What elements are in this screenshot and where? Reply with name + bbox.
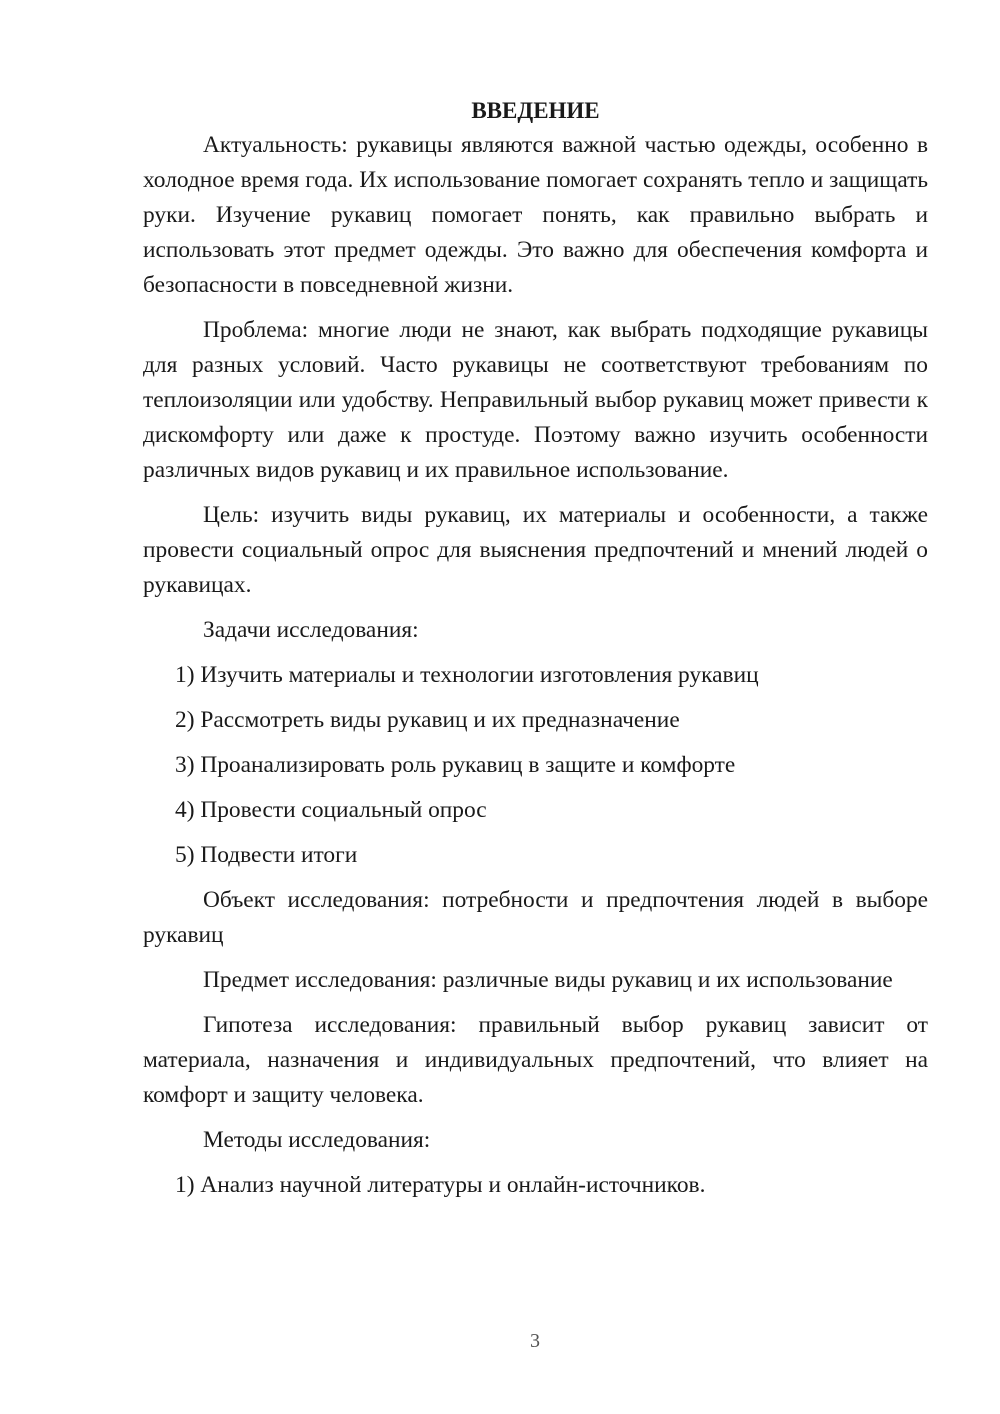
- paragraph-goal: Цель: изучить виды рукавиц, их материалы и особенности, а также провести социальный опрос для выяснения предпочтений и мнений людей о рукавицах.: [143, 502, 928, 598]
- paragraph-hypothesis: Гипотеза исследования: правильный выбор рукавиц зависит от материала, назначения и индивидуальных предпочтений, что влияет на комфорт и защиту человека.: [143, 1012, 928, 1108]
- tasks-heading: Задачи исследования:: [203, 617, 419, 643]
- list-item-method-1: 1) Анализ научной литературы и онлайн-источников.: [175, 1172, 706, 1198]
- paragraph-problem: Проблема: многие люди не знают, как выбрать подходящие рукавицы для разных условий. Часто рукавицы не соответствуют требованиям по теплоизоляции или удобству. Неправильный выбор рукавиц может привести к дискомфорту или даже к простуде. Поэтому важно изучить особенности различных видов рукавиц и их правильное использование.: [143, 317, 928, 483]
- page-number: 3: [530, 1330, 540, 1352]
- list-item-task-1: 1) Изучить материалы и технологии изготовления рукавиц: [175, 662, 759, 688]
- paragraph-object: Объект исследования: потребности и предпочтения людей в выборе рукавиц: [143, 887, 928, 948]
- list-item-task-4: 4) Провести социальный опрос: [175, 797, 487, 823]
- list-item-task-3: 3) Проанализировать роль рукавиц в защите и комфорте: [175, 752, 736, 778]
- paragraph-relevance: Актуальность: рукавицы являются важной частью одежды, особенно в холодное время года. Их использование помогает сохранять тепло и защищать руки. Изучение рукавиц помогает понять, как правильно выбрать и использовать этот предмет одежды. Это важно для обеспечения комфорта и безопасности в повседневной жизни.: [143, 132, 928, 298]
- paragraph-subject: Предмет исследования: различные виды рукавиц и их использование: [203, 967, 893, 993]
- list-item-task-2: 2) Рассмотреть виды рукавиц и их предназначение: [175, 707, 680, 733]
- methods-heading: Методы исследования:: [203, 1127, 431, 1153]
- section-heading: ВВЕДЕНИЕ: [471, 98, 600, 123]
- list-item-task-5: 5) Подвести итоги: [175, 842, 358, 868]
- page-content: [143, 93, 928, 1203]
